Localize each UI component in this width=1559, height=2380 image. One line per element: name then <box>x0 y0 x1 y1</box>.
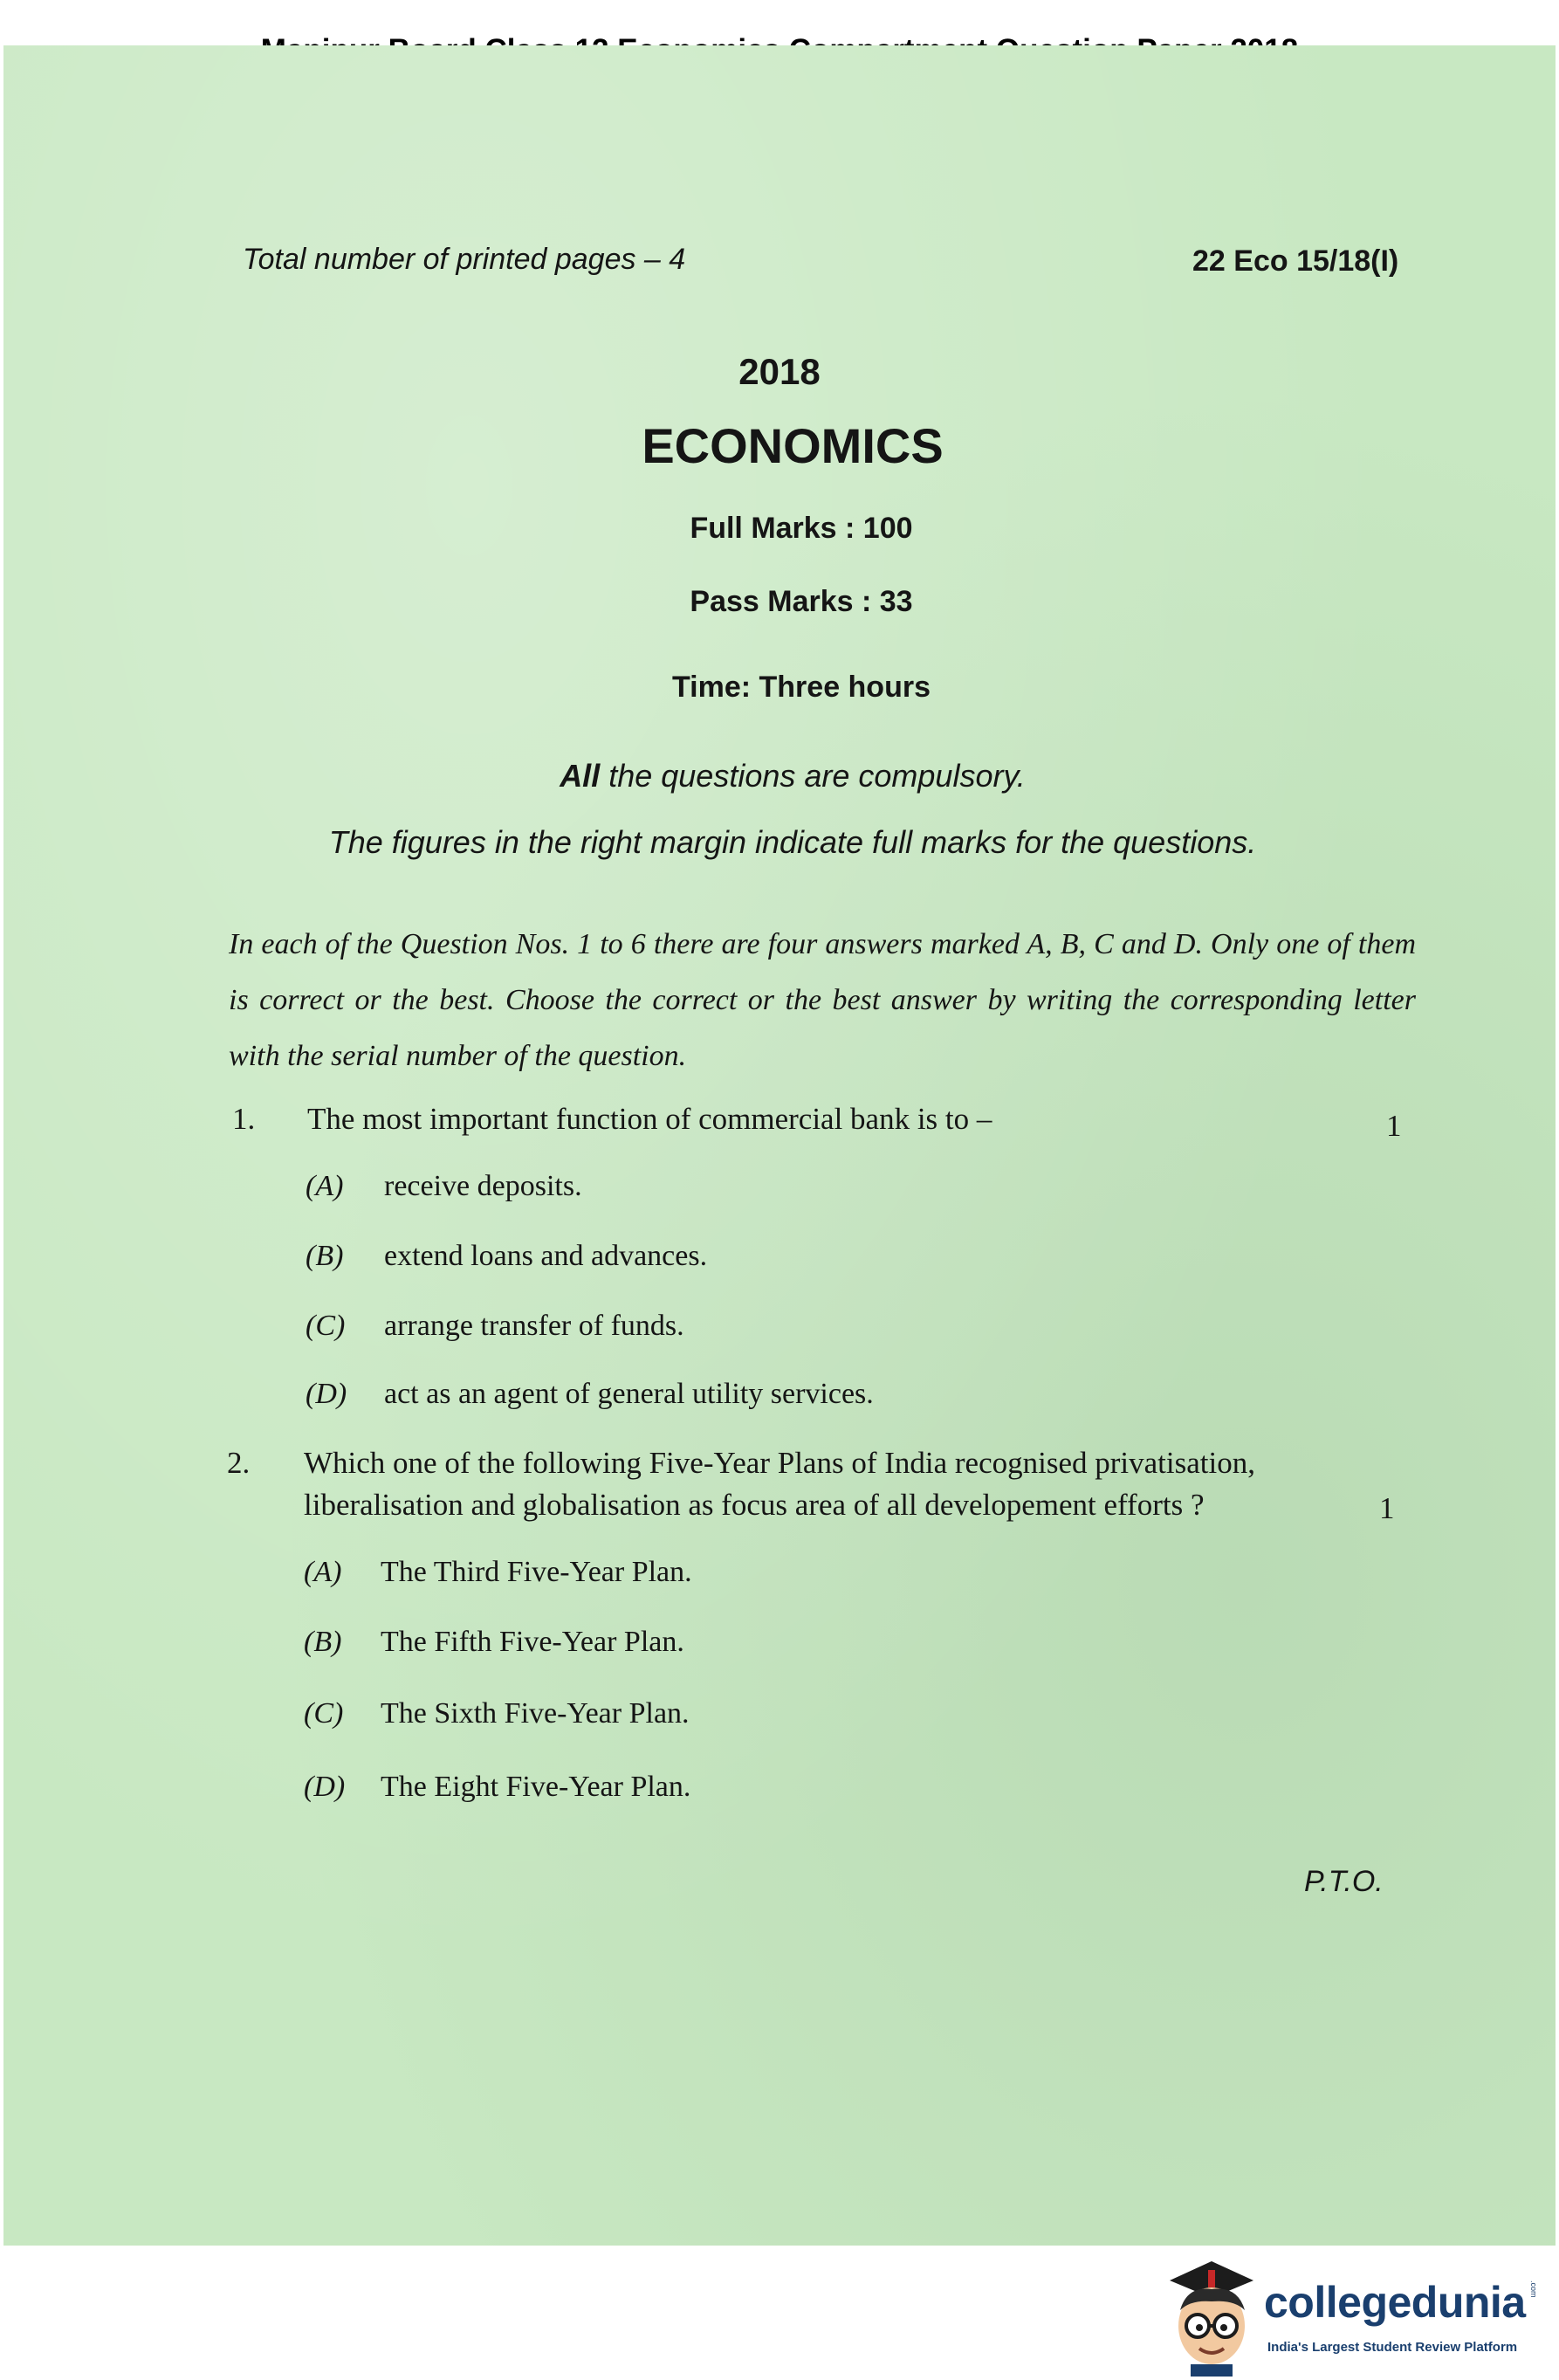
option-text: receive deposits. <box>384 1170 582 1202</box>
option-text: The Sixth Five-Year Plan. <box>381 1697 690 1730</box>
exam-year: 2018 <box>738 351 821 392</box>
option-text: The Fifth Five-Year Plan. <box>381 1626 684 1658</box>
printed-pages-note: Total number of printed pages – 4 <box>243 243 686 276</box>
instruction-compulsory-emphasis: All <box>560 758 601 794</box>
option-text: arrange transfer of funds. <box>384 1310 684 1342</box>
instruction-compulsory-rest: the questions are compulsory. <box>600 758 1026 794</box>
option-letter: (B) <box>306 1240 344 1272</box>
option-letter: (D) <box>304 1771 346 1803</box>
option-text: The Third Five-Year Plan. <box>381 1556 692 1588</box>
pass-marks: Pass Marks : 33 <box>690 585 913 618</box>
logo-wordmark: collegedunia <box>1264 2278 1526 2327</box>
option-letter: (C) <box>304 1697 344 1730</box>
option-letter: (B) <box>304 1626 342 1658</box>
question-number: 1. <box>232 1102 256 1136</box>
exam-time: Time: Three hours <box>672 671 931 704</box>
option-letter: (A) <box>304 1556 342 1588</box>
question-text-line-2: liberalisation and globalisation as focus area of all developement efforts ? <box>304 1488 1205 1522</box>
subject-title: ECONOMICS <box>642 418 944 473</box>
mascot-icon <box>1161 2254 1262 2377</box>
question-number: 2. <box>227 1446 251 1480</box>
option-text: The Eight Five-Year Plan. <box>381 1771 691 1803</box>
logo-tagline: India's Largest Student Review Platform <box>1267 2340 1518 2355</box>
instruction-compulsory <box>0 758 1559 794</box>
question-text: The most important function of commercial bank is to – <box>307 1102 992 1136</box>
option-text: extend loans and advances. <box>384 1240 708 1272</box>
logo-domain: .com <box>1529 2280 1538 2298</box>
please-turn-over: P.T.O. <box>1304 1865 1384 1898</box>
option-letter: (A) <box>306 1170 344 1202</box>
paper-code: 22 Eco 15/18(I) <box>1192 244 1399 278</box>
question-marks: 1 <box>1386 1109 1402 1143</box>
collegedunia-logo[interactable] <box>1161 2254 1545 2377</box>
option-letter: (D) <box>306 1378 347 1410</box>
question-marks: 1 <box>1379 1491 1395 1525</box>
instruction-marks-margin: The figures in the right margin indicate full marks for the questions. <box>328 824 1257 860</box>
full-marks: Full Marks : 100 <box>690 512 913 545</box>
option-text: act as an agent of general utility services. <box>384 1378 874 1410</box>
option-letter: (C) <box>306 1310 346 1342</box>
question-text-line-1: Which one of the following Five-Year Plans of India recognised privatisation, <box>304 1446 1255 1480</box>
mcq-instruction: In each of the Question Nos. 1 to 6 there are four answers marked A, B, C and D. Only one of them is correct or the best. Choose the correct or the best answer by writing the corresponding letter with the serial number of the question. <box>229 928 1416 1072</box>
